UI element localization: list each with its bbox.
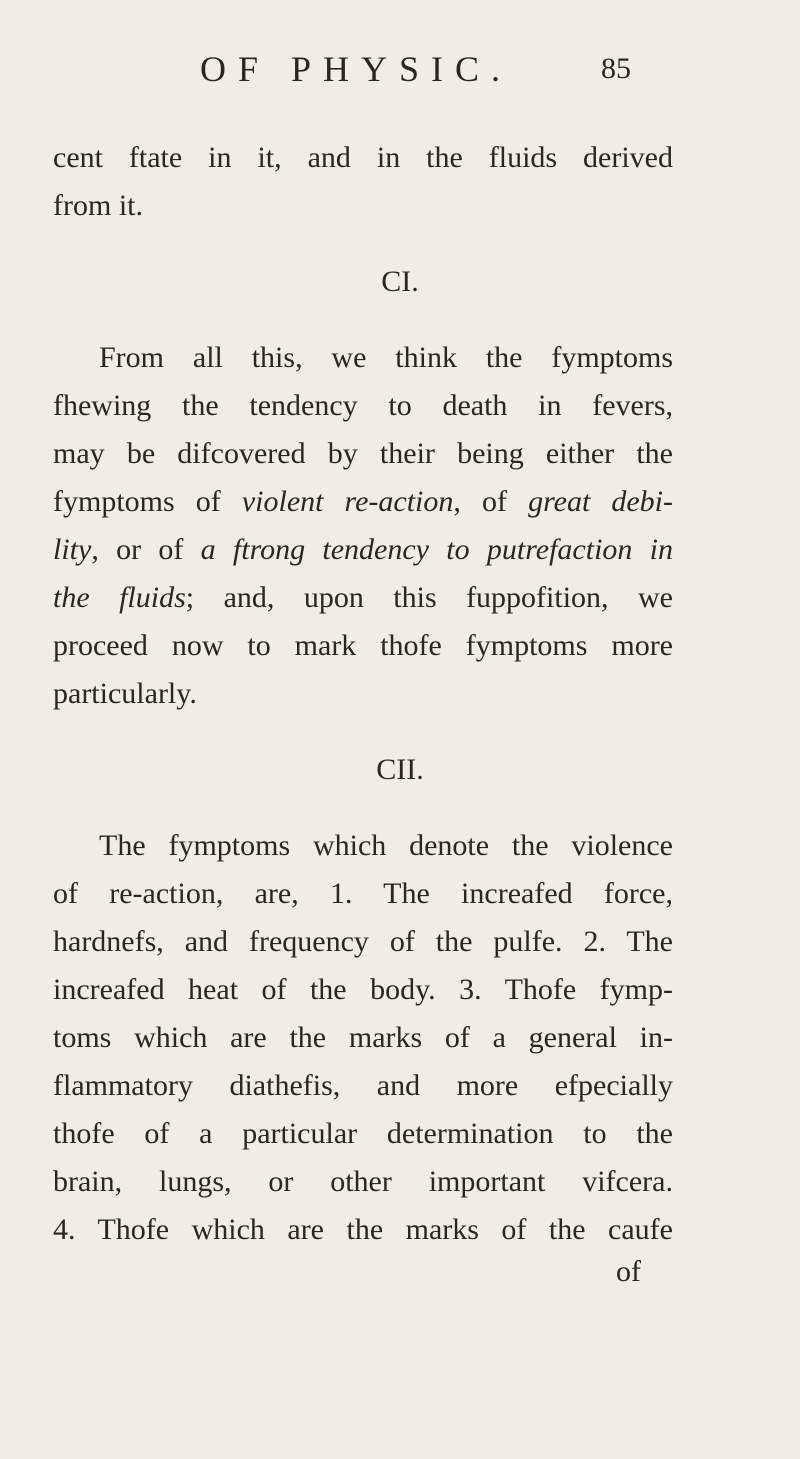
text-run: ; and, upon this fuppofition, we (185, 581, 673, 614)
text-line: proceed now to mark thofe fymptoms more (53, 629, 673, 662)
italic-phrase: a ftrong tendency to putrefaction in (200, 533, 674, 566)
text-line: brain, lungs, or other important vifcera. (53, 1165, 673, 1198)
text-line (53, 578, 673, 618)
italic-phrase: the fluids (53, 581, 186, 614)
text-line: increafed heat of the body. 3. Thofe fymp- (53, 973, 673, 1006)
text-line: of re-action, are, 1. The increafed force, (53, 877, 673, 910)
section-number-ci: CI. (381, 265, 419, 298)
running-head: OF PHYSIC. (200, 49, 513, 89)
text-run: fymptoms of (53, 485, 242, 518)
text-line: toms which are the marks of a general in- (53, 1021, 673, 1054)
italic-phrase: great debi- (528, 485, 673, 518)
italic-phrase: lity (53, 533, 92, 566)
text-line: thofe of a particular determination to the (53, 1117, 673, 1150)
text-line (53, 530, 673, 570)
text-line: fhewing the tendency to death in fevers, (53, 389, 673, 422)
text-run: , of (453, 485, 529, 518)
text-line: flammatory diathefis, and more efpecially (53, 1069, 673, 1102)
text-line: from it. (53, 189, 143, 222)
text-line (53, 482, 673, 522)
text-run: , or of (91, 533, 201, 566)
page-header (0, 48, 800, 98)
text-line: From all this, we think the fymptoms (99, 341, 673, 374)
text-line: particularly. (53, 677, 197, 710)
text-line: may be difcovered by their being either the (53, 437, 673, 470)
catchword: of (616, 1255, 641, 1288)
text-line: The fymptoms which denote the violence (99, 829, 673, 862)
page-number: 85 (601, 52, 631, 85)
text-line: hardnefs, and frequency of the pulfe. 2. The (53, 925, 673, 958)
text-line: cent ftate in it, and in the fluids derived (53, 141, 673, 174)
text-line: 4. Thofe which are the marks of the caufe (53, 1213, 673, 1246)
section-number-cii: CII. (376, 753, 424, 786)
italic-phrase: violent re-action (241, 485, 454, 518)
